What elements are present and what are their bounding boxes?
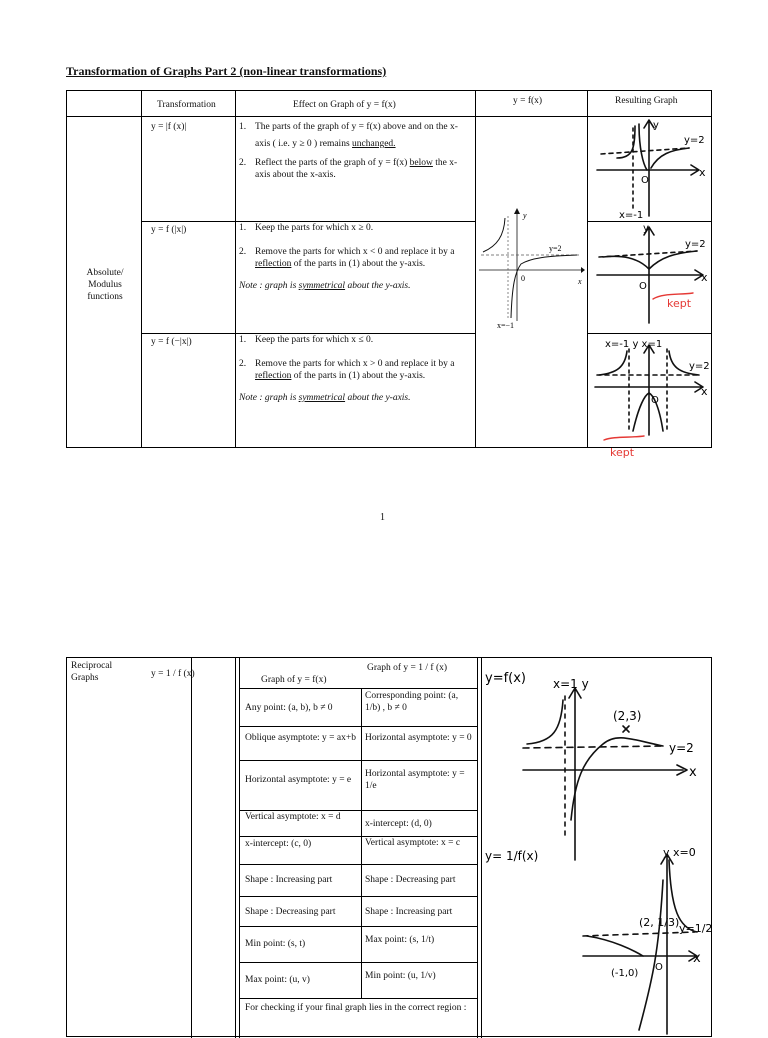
header-graph-recip: Graph of y = 1 / f (x) — [367, 663, 448, 673]
row-xint-left: x-intercept: (c, 0) — [245, 839, 312, 849]
category-reciprocal: Reciprocal Graphs — [71, 661, 113, 683]
row-oblique-left: Oblique asymptote: y = ax+b — [245, 733, 356, 743]
svg-text:x: x — [689, 765, 697, 780]
row-min-left: Min point: (s, t) — [245, 939, 306, 949]
category-modulus: Absolute/ Modulus functions — [86, 268, 124, 302]
svg-text:x: x — [701, 271, 708, 284]
fx-x-label: x — [578, 277, 582, 286]
svg-text:y= 1/f(x): y= 1/f(x) — [485, 849, 539, 863]
row-xint-right: Vertical asymptote: x = c — [365, 838, 461, 848]
svg-text:x: x — [701, 385, 708, 398]
svg-text:x: x — [699, 166, 706, 179]
svg-text:(2, 1/3): (2, 1/3) — [639, 916, 680, 929]
fx-y-label: y — [523, 211, 527, 220]
row-anypoint-left: Any point: (a, b), b ≠ 0 — [245, 703, 333, 713]
kept-label-3 — [600, 432, 650, 462]
svg-text:x=-1: x=-1 — [619, 210, 644, 221]
checking-note: For checking if your final graph lies in the correct region : — [245, 1003, 467, 1013]
svg-text:(-1,0): (-1,0) — [611, 968, 639, 979]
row-oblique-right: Horizontal asymptote: y = 0 — [365, 733, 472, 743]
row-vert-right: x-intercept: (d, 0) — [365, 819, 432, 829]
svg-text:y=2: y=2 — [669, 741, 694, 755]
page-title: Transformation of Graphs Part 2 (non-linear transformations) — [66, 64, 387, 78]
svg-text:y=f(x): y=f(x) — [485, 671, 526, 686]
svg-text:kept: kept — [610, 446, 635, 459]
svg-text:y=2: y=2 — [684, 135, 705, 146]
svg-text:O: O — [639, 281, 647, 292]
row1-transformation: y = |f (x)| — [151, 122, 187, 132]
reciprocal-table — [66, 657, 712, 1037]
svg-text:y: y — [653, 120, 659, 131]
row-vert-left: Vertical asymptote: x = d — [245, 812, 341, 822]
row-dec-right: Shape : Increasing part — [365, 907, 453, 917]
fx-origin-label: 0 — [521, 274, 525, 283]
row3-transformation: y = f (−|x|) — [151, 337, 192, 347]
result-graph-1 — [589, 118, 711, 220]
svg-text:y=2: y=2 — [685, 239, 706, 250]
reciprocal-hand-graphs — [483, 660, 713, 1036]
svg-text:x=1 y: x=1 y — [553, 677, 589, 691]
kept-label-2: kept — [667, 297, 692, 310]
fx-xm1-label: x=−1 — [497, 321, 515, 330]
reciprocal-formula: y = 1 / f (x) — [151, 669, 195, 679]
svg-text:O: O — [655, 962, 663, 973]
header-transformation: Transformation — [157, 100, 216, 110]
fx-y2-label: y=2 — [549, 244, 562, 253]
row3-effect: 1. Keep the parts for which x ≤ 0. 2. Remove the parts for which x > 0 and replace it by a reflection of the parts in (1) about the y-axis. Note : graph is symmetrical about the y-axis. — [239, 335, 455, 403]
page-number: 1 — [380, 512, 385, 523]
row-dec-left: Shape : Decreasing part — [245, 907, 336, 917]
row-max-right: Min point: (u, 1/v) — [365, 971, 436, 981]
row2-transformation: y = f (|x|) — [151, 225, 187, 235]
row1-effect: 1. The parts of the graph of y = f(x) above and on the x-axis ( i.e. y ≥ 0 ) remains unchanged. 2. Reflect the parts of the graph of y = f(x) below the x-axis about the x-axis. — [239, 122, 458, 180]
result-graph-3 — [589, 335, 711, 445]
row-inc-right: Shape : Decreasing part — [365, 875, 456, 885]
svg-text:O: O — [641, 175, 649, 186]
svg-text:x=-1 y x=1: x=-1 y x=1 — [605, 339, 663, 350]
row-inc-left: Shape : Increasing part — [245, 875, 333, 885]
row-anypoint-right: Corresponding point: (a, 1/b) , b ≠ 0 — [365, 691, 459, 713]
svg-text:y=2: y=2 — [689, 361, 710, 372]
svg-text:x: x — [693, 951, 701, 966]
header-effect: Effect on Graph of y = f(x) — [293, 100, 396, 110]
row-horiz-right: Horizontal asymptote: y = 1/e — [365, 769, 465, 791]
svg-text:y: y — [643, 223, 649, 234]
header-resulting: Resulting Graph — [615, 96, 678, 106]
svg-text:(2,3): (2,3) — [613, 709, 642, 723]
modulus-table — [66, 90, 712, 448]
row-max-left: Max point: (u, v) — [245, 975, 310, 985]
header-graph-fx: Graph of y = f(x) — [261, 675, 327, 685]
svg-text:y x=0: y x=0 — [663, 846, 696, 859]
svg-text:y=1/2: y=1/2 — [679, 922, 713, 935]
row-min-right: Max point: (s, 1/t) — [365, 935, 435, 945]
row2-effect: 1. Keep the parts for which x ≥ 0. 2. Remove the parts for which x < 0 and replace it by a reflection of the parts in (1) about the y-axis. Note : graph is symmetrical about the y-axis. — [239, 223, 455, 291]
header-fx: y = f(x) — [513, 96, 543, 106]
svg-text:O: O — [651, 395, 659, 406]
result-graph-2 — [589, 223, 711, 331]
row-horiz-left: Horizontal asymptote: y = e — [245, 775, 352, 785]
fx-graph — [477, 206, 585, 330]
